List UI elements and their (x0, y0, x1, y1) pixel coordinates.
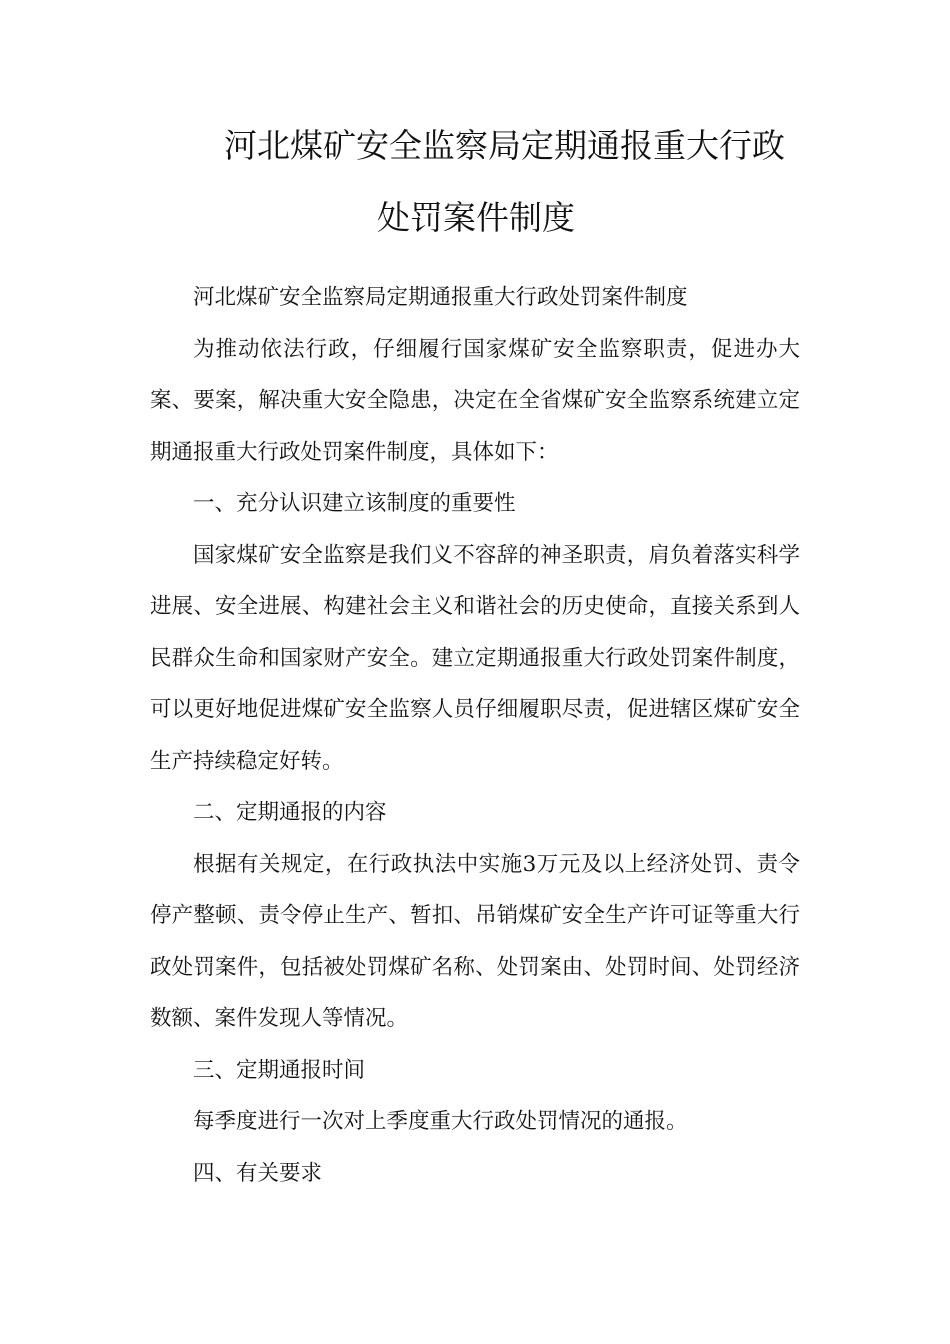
section-heading-1: 一、充分认识建立该制度的重要性 (193, 491, 516, 516)
section-heading-3: 三、定期通报时间 (193, 1057, 366, 1083)
paragraph-section-1: 国家煤矿安全监察是我们义不容辞的神圣职责，肩负着落实科学进展、安全进展、构建社会主义和谐社会的历史使命，直接关系到人民群众生命和国家财产安全。建立定期通报重大行政处罚案件制度，可以更好地促进煤矿安全监察人员仔细履职尽责，促进辖区煤矿安全生产持续稳定好转。 (150, 542, 800, 774)
section-heading-4: 四、有关要求 (193, 1160, 323, 1186)
document-title-line-1: 河北煤矿安全监察局定期通报重大行政 (224, 126, 785, 165)
paragraph-subtitle: 河北煤矿安全监察局定期通报重大行政处罚案件制度 (193, 285, 688, 310)
paragraph-intro: 为推动依法行政，仔细履行国家煤矿安全监察职责，促进办大案、要案，解决重大安全隐患，决定在全省煤矿安全监察系统建立定期通报重大行政处罚案件制度，具体如下： (150, 336, 800, 465)
section-heading-2: 二、定期通报的内容 (193, 800, 387, 825)
document-title-line-2: 处罚案件制度 (377, 198, 575, 237)
paragraph-section-2: 根据有关规定，在行政执法中实施3万元及以上经济处罚、责令停产整顿、责令停止生产、暂扣、吊销煤矿安全生产许可证等重大行政处罚案件，包括被处罚煤矿名称、处罚案由、处罚时间、处罚经济数额、案件发现人等情况。 (150, 851, 800, 1031)
paragraph-section-3: 每季度进行一次对上季度重大行政处罚情况的通报。 (193, 1109, 688, 1134)
document-body (150, 272, 800, 1199)
